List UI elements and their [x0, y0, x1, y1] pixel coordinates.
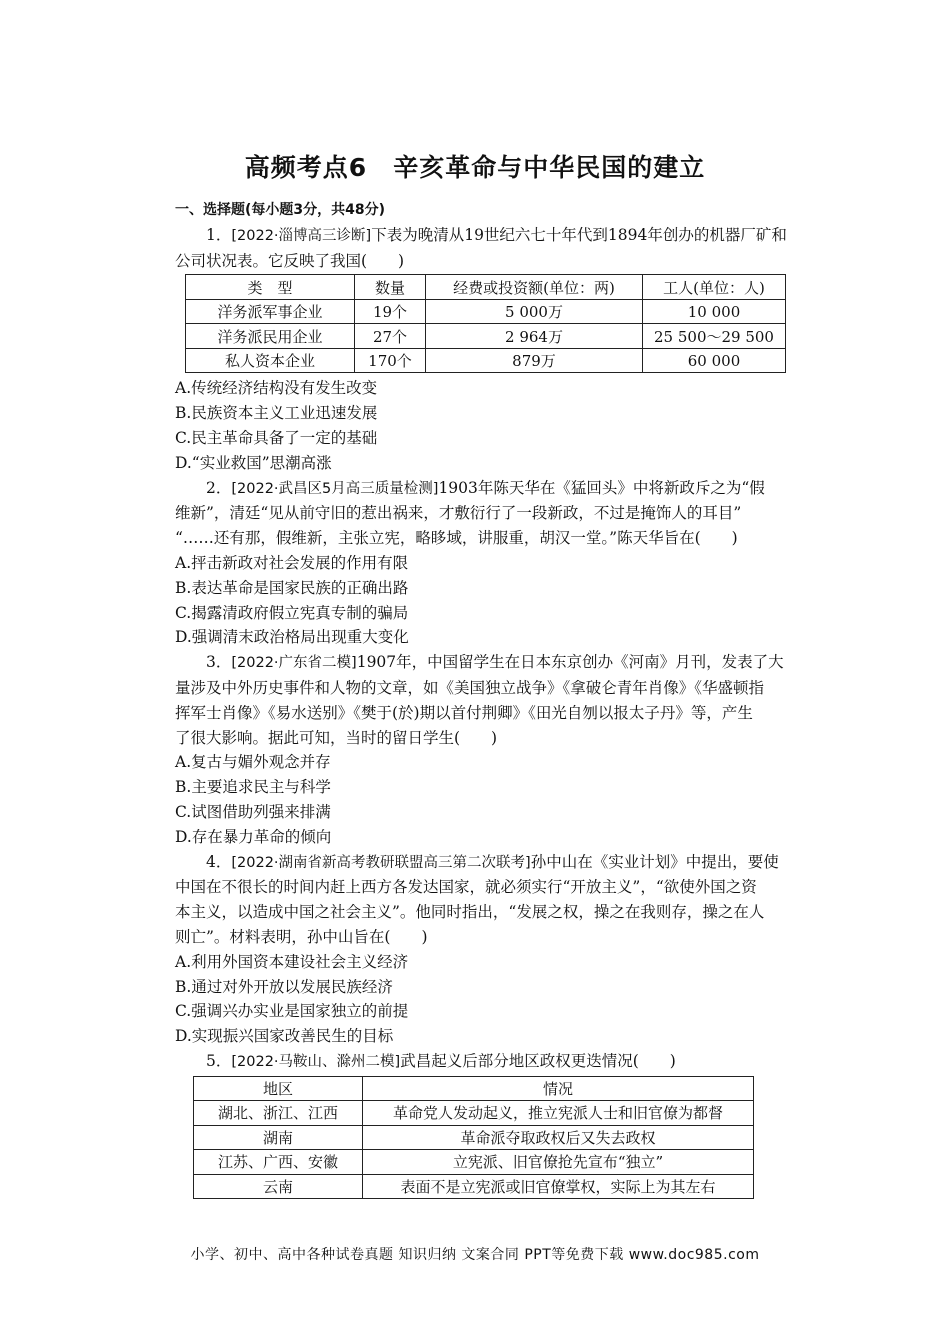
q2-text-1: 1903年陈天华在《猛回头》中将新政斥之为“假	[438, 478, 765, 497]
question-content	[175, 198, 815, 1202]
q3-option-a: A.复古与媚外观念并存	[175, 753, 331, 772]
q1-header-type: 类 型	[186, 275, 355, 300]
q3-text-3: 挥军士肖像》《易水送别》《樊于(於)期以首付荆卿》《田光自刎以报太子丹》等，产生	[175, 703, 753, 722]
q2-option-c: C.揭露清政府假立宪真专制的骗局	[175, 603, 409, 622]
question-3	[175, 650, 815, 676]
table-cell: 洋务派军事企业	[186, 299, 355, 324]
q1-text-1: 下表为晚清从19世纪六七十年代到1894年创办的机器厂矿和	[371, 225, 787, 244]
q3-number: 3．	[206, 653, 232, 672]
question-1	[175, 223, 815, 249]
q3-text-2: 量涉及中外历史事件和人物的文章，如《美国独立战争》《拿破仑青年肖像》《华盛顿指	[175, 678, 765, 697]
q1-source: [2022·淄博高三诊断]	[231, 227, 372, 244]
table-cell: 27个	[355, 324, 426, 349]
q2-option-b: B.表达革命是国家民族的正确出路	[175, 578, 409, 597]
question-5	[175, 1049, 815, 1075]
q4-option-c: C.强调兴办实业是国家独立的前提	[175, 1002, 409, 1021]
q4-text-3: 本主义，以造成中国之社会主义”。他同时指出，“发展之权，操之在我则存，操之在人	[175, 903, 765, 922]
q3-option-d: D.存在暴力革命的倾向	[175, 827, 332, 846]
table-cell: 湖南	[194, 1125, 363, 1150]
table-cell: 19个	[355, 299, 426, 324]
q1-option-c: C.民主革命具备了一定的基础	[175, 428, 378, 447]
q1-header-workers: 工人(单位：人)	[643, 275, 786, 300]
q2-number: 2．	[206, 478, 232, 497]
table-cell: 10 000	[643, 299, 786, 324]
table-cell: 25 500～29 500	[643, 324, 786, 349]
q3-option-c: C.试图借助列强来排满	[175, 802, 331, 821]
table-cell: 5 000万	[426, 299, 643, 324]
table-cell: 170个	[355, 348, 426, 373]
q1-header-count: 数量	[355, 275, 426, 300]
q1-option-d: D.“实业救国”思潮高涨	[175, 453, 332, 472]
q1-table	[185, 274, 786, 373]
footer-text: 小学、初中、高中各种试卷真题 知识归纳 文案合同 PPT等免费下载 www.doc985.com	[190, 1247, 760, 1263]
q5-table	[193, 1076, 754, 1200]
q5-source: [2022·马鞍山、滁州二模]	[231, 1053, 401, 1070]
q2-text-3: “……还有那，假维新，主张立宪，略眵域，讲服重，胡汉一堂。”陈天华旨在( )	[175, 529, 738, 548]
q1-option-a: A.传统经济结构没有发生改变	[175, 379, 378, 398]
question-2	[175, 476, 815, 502]
table-row	[186, 299, 786, 324]
table-cell: 革命党人发动起义，推立宪派人士和旧官僚为都督	[363, 1101, 754, 1126]
q2-source: [2022·武昌区5月高三质量检测]	[231, 480, 439, 497]
table-row	[194, 1125, 754, 1150]
table-cell: 表面不是立宪派或旧官僚掌权，实际上为其左右	[363, 1174, 754, 1199]
q3-source: [2022·广东省二模]	[231, 655, 357, 672]
section-heading: 一、选择题(每小题3分，共48分)	[175, 202, 386, 218]
q2-option-a: A.抨击新政对社会发展的作用有限	[175, 553, 409, 572]
q4-option-b: B.通过对外开放以发展民族经济	[175, 977, 393, 996]
table-cell: 2 964万	[426, 324, 643, 349]
q3-text-1: 1907年，中国留学生在日本东京创办《河南》月刊，发表了大	[356, 653, 784, 672]
q2-text-2: 维新”，清廷“见从前守旧的惹出祸来，才敷衍行了一段新政，不过是掩饰人的耳目”	[175, 504, 742, 523]
table-cell: 私人资本企业	[186, 348, 355, 373]
table-cell: 60 000	[643, 348, 786, 373]
table-row	[186, 324, 786, 349]
q4-source: [2022·湖南省新高考教研联盟高三第二次联考]	[231, 854, 531, 871]
q4-text-4: 则亡”。材料表明，孙中山旨在( )	[175, 927, 428, 946]
table-cell: 879万	[426, 348, 643, 373]
q4-number: 4．	[206, 852, 232, 871]
page-title: 高频考点6 辛亥革命与中华民国的建立	[244, 153, 706, 182]
q1-number: 1．	[206, 225, 232, 244]
table-cell: 湖北、浙江、江西	[194, 1101, 363, 1126]
q5-header-situation: 情况	[363, 1076, 754, 1101]
q5-number: 5．	[206, 1051, 232, 1070]
q4-option-a: A.利用外国资本建设社会主义经济	[175, 952, 409, 971]
table-cell: 云南	[194, 1174, 363, 1199]
q5-text-1: 武昌起义后部分地区政权更迭情况( )	[400, 1051, 676, 1070]
q5-header-region: 地区	[194, 1076, 363, 1101]
table-cell: 革命派夺取政权后又失去政权	[363, 1125, 754, 1150]
q4-text-1: 孙中山在《实业计划》中提出，要使	[530, 852, 779, 871]
table-row	[194, 1150, 754, 1175]
table-cell: 江苏、广西、安徽	[194, 1150, 363, 1175]
question-4	[175, 850, 815, 876]
q3-option-b: B.主要追求民主与科学	[175, 778, 331, 797]
q3-text-4: 了很大影响。据此可知，当时的留日学生( )	[175, 728, 498, 747]
table-cell: 立宪派、旧官僚抢先宣布“独立”	[363, 1150, 754, 1175]
q1-header-funds: 经费或投资额(单位：两)	[426, 275, 643, 300]
table-row	[194, 1174, 754, 1199]
table-row	[194, 1101, 754, 1126]
q2-option-d: D.强调清末政治格局出现重大变化	[175, 628, 409, 647]
q1-text-2: 公司状况表。它反映了我国( )	[175, 251, 405, 270]
q1-option-b: B.民族资本主义工业迅速发展	[175, 404, 378, 423]
table-row	[186, 348, 786, 373]
q4-option-d: D.实现振兴国家改善民生的目标	[175, 1027, 394, 1046]
q4-text-2: 中国在不很长的时间内赶上西方各发达国家，就必须实行“开放主义”，“欲使外国之资	[175, 878, 757, 897]
table-cell: 洋务派民用企业	[186, 324, 355, 349]
